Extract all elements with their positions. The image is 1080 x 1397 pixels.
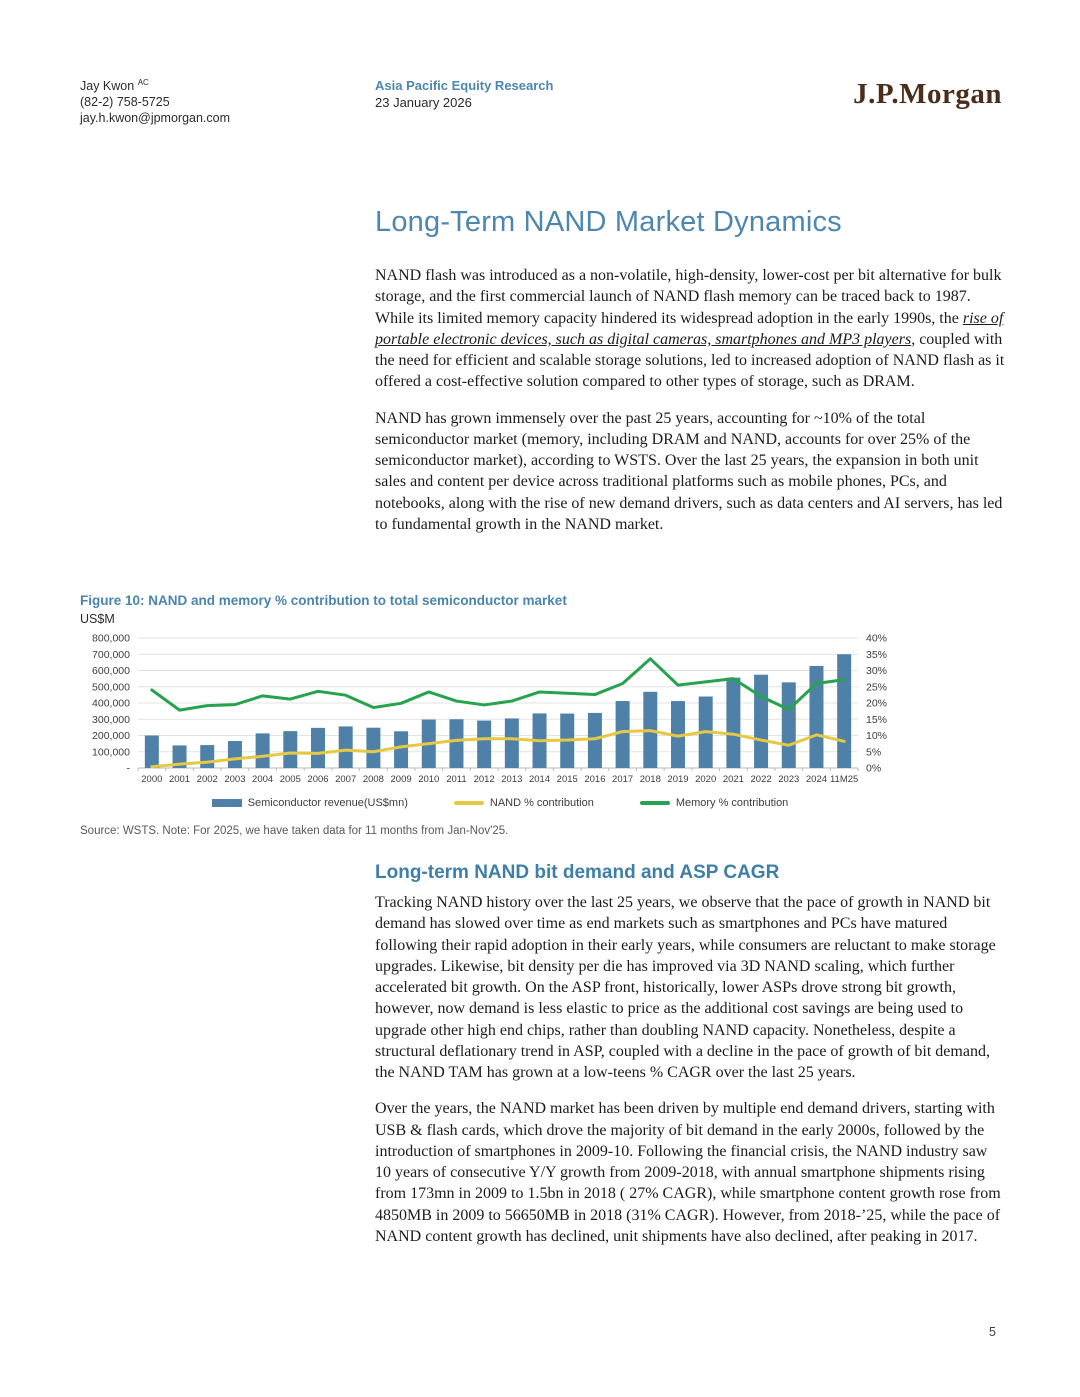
bar-semiconductor-revenue <box>200 745 214 768</box>
figure-10 <box>80 593 920 837</box>
bar-semiconductor-revenue <box>366 728 380 768</box>
x-axis-category-label: 2023 <box>778 774 800 785</box>
x-axis-category-label: 2003 <box>224 774 246 785</box>
figure-unit-label: US$M <box>80 612 115 626</box>
x-axis-category-label: 11M25 <box>829 774 859 785</box>
x-axis-category-label: 2022 <box>750 774 772 785</box>
bar-semiconductor-revenue <box>145 736 159 769</box>
chart-svg <box>80 630 920 790</box>
paragraph-1-link[interactable]: rise of portable electronic devices, such as digital cameras, smartphones and MP3 players <box>375 309 1004 348</box>
paragraph-1 <box>375 265 1007 393</box>
x-axis-category-label: 2002 <box>196 774 218 785</box>
analyst-name: Jay Kwon $^{AC}$ <box>80 78 149 94</box>
right-axis-tick-label: 5% <box>866 746 882 759</box>
bar-semiconductor-revenue <box>505 718 519 768</box>
legend-item-memory-contribution <box>640 797 789 809</box>
analyst-email-link[interactable]: jay.h.kwon@jpmorgan.com <box>80 111 231 126</box>
bar-semiconductor-revenue <box>726 678 740 768</box>
legend-label: NAND % contribution <box>489 797 594 809</box>
bar-semiconductor-revenue <box>809 666 823 768</box>
page-number: 5 <box>989 1325 996 1339</box>
left-axis-tick-label: 700,000 <box>92 648 130 661</box>
jpmorgan-logo: J.P.Morgan <box>853 78 1002 110</box>
figure-caption: Figure 10: NAND and memory % contribution to total semiconductor market <box>80 593 567 608</box>
section-heading: Long-term NAND bit demand and ASP CAGR <box>375 862 780 883</box>
figure-source-note: Source: WSTS. Note: For 2025, we have taken data for 11 months from Jan-Nov'25. <box>80 825 509 837</box>
legend-label: Semiconductor revenue(US$mn) <box>247 797 408 809</box>
x-axis-category-label: 2001 <box>168 774 191 785</box>
x-axis-category-label: 2006 <box>307 774 329 785</box>
x-axis-category-label: 2011 <box>446 774 467 785</box>
x-axis-category-label: 2018 <box>639 774 661 785</box>
x-axis-category-label: 2019 <box>667 774 689 785</box>
paragraph-4: Over the years, the NAND market has been driven by multiple end demand drivers, starting with USB & flash cards, which drove the majority of bit demand in the early 2000s, followed by the introduction of smartphones in 2009-10. Following the financial crisis, the NAND industry saw 10 years of consecutive Y/Y growth from 2009-2018, with annual smartphone shipments rising from 173mn in 2009 to 1.5bn in 2018 ( 27% CAGR), while smartphone content growth rose from 4850MB in 2009 to 56650MB in 2018 (31% CAGR). However, from 2018-’25, while the pace of NAND content growth has declined, unit shipments have also declined, after peaking in 2017. <box>375 1100 1001 1245</box>
x-axis-category-label: 2020 <box>695 774 717 785</box>
x-axis-category-label: 2016 <box>584 774 606 785</box>
analyst-block <box>80 78 375 126</box>
paragraph-2: NAND has grown immensely over the past 25 years, accounting for ~10% of the total semiconductor market (memory, including DRAM and NAND, accounts for over 25% of the semiconductor market), according to WSTS. Over the last 25 years, the expansion in both unit sales and content per device across traditional platforms such as mobile phones, PCs, and notebooks, along with the rise of new demand drivers, such as data centers and AI servers, has led to fundamental growth in the NAND market. <box>375 409 1003 533</box>
article-bottom <box>375 862 1007 1262</box>
left-axis-tick-label: 600,000 <box>92 665 130 677</box>
left-axis-tick-label: 800,000 <box>92 632 130 645</box>
bar-semiconductor-revenue <box>782 682 796 768</box>
publication-block <box>375 78 853 112</box>
bar-semiconductor-revenue <box>228 741 242 768</box>
legend-swatch-nand-line <box>454 801 484 805</box>
right-axis-tick-label: 0% <box>866 762 882 775</box>
left-axis-tick-label: - <box>126 762 130 775</box>
bar-semiconductor-revenue <box>837 654 851 768</box>
x-axis-category-label: 2004 <box>252 774 274 785</box>
x-axis-category-label: 2012 <box>473 774 495 785</box>
left-axis-tick-label: 100,000 <box>92 746 130 759</box>
bar-semiconductor-revenue <box>283 731 297 768</box>
division-label: Asia Pacific Equity Research <box>375 78 554 93</box>
bar-semiconductor-revenue <box>339 726 353 768</box>
left-axis-tick-label: 300,000 <box>92 713 130 726</box>
x-axis-category-label: 2010 <box>418 774 440 785</box>
bar-semiconductor-revenue <box>754 675 768 768</box>
legend-item-nand-contribution <box>454 797 594 809</box>
x-axis-category-label: 2000 <box>141 774 163 785</box>
right-axis-tick-label: 35% <box>866 648 888 661</box>
figure-10-chart <box>80 630 920 795</box>
x-axis-category-label: 2005 <box>279 774 301 785</box>
right-axis-tick-label: 20% <box>866 697 888 710</box>
x-axis-category-label: 2014 <box>528 774 551 785</box>
legend-label: Memory % contribution <box>675 797 789 809</box>
left-axis-tick-label: 500,000 <box>92 681 130 694</box>
paragraph-1-post: , coupled with the need for efficient and scalable storage solutions, led to increased adoption of NAND flash as it offered a cost-effective solution compared to other types of storage, such as DRAM. <box>375 330 1005 391</box>
x-axis-category-label: 2009 <box>390 774 412 785</box>
right-axis-tick-label: 15% <box>866 713 888 726</box>
chart-legend <box>80 797 920 809</box>
bar-semiconductor-revenue <box>616 701 630 768</box>
bar-semiconductor-revenue <box>311 728 325 768</box>
legend-item-semiconductor-revenue <box>212 797 408 809</box>
page-title: Long-Term NAND Market Dynamics <box>375 206 842 238</box>
left-axis-tick-label: 200,000 <box>92 730 130 742</box>
legend-swatch-memory-line <box>640 801 670 805</box>
right-axis-tick-label: 30% <box>866 665 888 677</box>
right-axis-tick-label: 25% <box>866 681 888 694</box>
report-header <box>80 78 1002 126</box>
x-axis-category-label: 2013 <box>501 774 523 785</box>
bar-semiconductor-revenue <box>394 731 408 768</box>
x-axis-category-label: 2015 <box>556 774 578 785</box>
x-axis-category-label: 2017 <box>612 774 634 785</box>
x-axis-category-label: 2021 <box>722 774 744 785</box>
x-axis-category-label: 2007 <box>335 774 357 785</box>
bar-semiconductor-revenue <box>477 721 491 768</box>
right-axis-tick-label: 10% <box>866 730 888 742</box>
analyst-phone: (82-2) 758-5725 <box>80 95 170 110</box>
x-axis-category-label: 2024 <box>805 774 828 785</box>
paragraph-3: Tracking NAND history over the last 25 years, we observe that the pace of growth in NAND bit demand has slowed over time as end markets such as smartphones and PCs have matured following their rapid adoption in their early years, while consumers are reluctant to make storage upgrades. Likewise, bit density per die has improved via 3D NAND scaling, which further accelerated bit growth. On the ASP front, historically, lower ASPs drove strong bit growth, however, now demand is less elastic to price as the additional cost savings are being used to upgrade other high end chips, rather than doubling NAND capacity. Nonetheless, despite a structural deflationary trend in ASP, coupled with a decline in the pace of growth of bit demand, the NAND TAM has grown at a low-teens % CAGR over the last 25 years. <box>375 894 996 1082</box>
x-axis-category-label: 2008 <box>362 774 384 785</box>
left-axis-tick-label: 400,000 <box>92 697 130 710</box>
article-top <box>375 206 1007 550</box>
bar-semiconductor-revenue <box>449 719 463 768</box>
paragraph-1-pre: NAND flash was introduced as a non-volatile, high-density, lower-cost per bit alternative for bulk storage, and the first commercial launch of NAND flash memory can be traced back to 1987. While its limited memory capacity hindered its widespread adoption in the early 1990s, the <box>375 267 1002 327</box>
bar-semiconductor-revenue <box>256 733 270 768</box>
analyst-superscript: AC <box>137 78 149 87</box>
legend-swatch-bar <box>212 799 242 807</box>
publication-date: 23 January 2026 <box>375 94 472 110</box>
right-axis-tick-label: 40% <box>866 632 888 645</box>
